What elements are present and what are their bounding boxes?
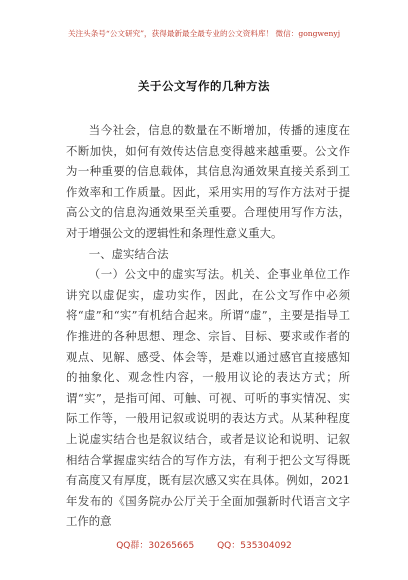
footer-qq-group: QQ群：30265665 — [116, 541, 195, 551]
document-title: 关于公文写作的几种方法 — [138, 79, 270, 93]
header-promo-note: 关注头条号“公文研究”，获得最新最全最专业的公文资料库！ 微信：gongwenyj — [67, 29, 341, 38]
section-paragraph: （一）公文中的虚实写法。机关、企事业单位工作讲究以虚促实，虚功实作，因此，在公文写作中必须将“虚”和“实”有机结合起来。所谓“虚”，主要是指导工作推进的各种思想、理念、宗旨、目标、要求或作者的观点、见解、感受、体会等，是难以通过感官直接感知的抽象化、观念性内容，一般用议论的表达方式；所谓“实”，是指可闻、可触、可视、可听的事实情况、实际工作等，一般用记叙或说明的表达方式。从某种程度上说虚实结合也是叙议结合，或者是议论和说明、记叙相结合掌握虚实结合的写作方法，有利于把公文写得既有高度又有厚度，既有层次感又实在具体。例如，2021年发布的《国务院办公厅关于全面加强新时代语言文字工作的意 — [66, 267, 350, 529]
section-heading: 一、虚实结合法 — [88, 246, 169, 261]
intro-paragraph: 当今社会，信息的数量在不断增加，传播的速度在不断加快，如何有效传达信息变得越来越重要。公文作为一种重要的信息载体，其信息沟通效果直接关系到工作效率和工作质量。因此，采用实用的写作方法对于提高公文的信息沟通效果至关重要。合理使用写作方法，对于增强公文的逻辑性和条理性意义重大。 — [66, 123, 350, 240]
document-body — [66, 120, 350, 532]
footer-contact — [0, 538, 408, 551]
footer-qq: QQ：535304092 — [217, 541, 292, 551]
